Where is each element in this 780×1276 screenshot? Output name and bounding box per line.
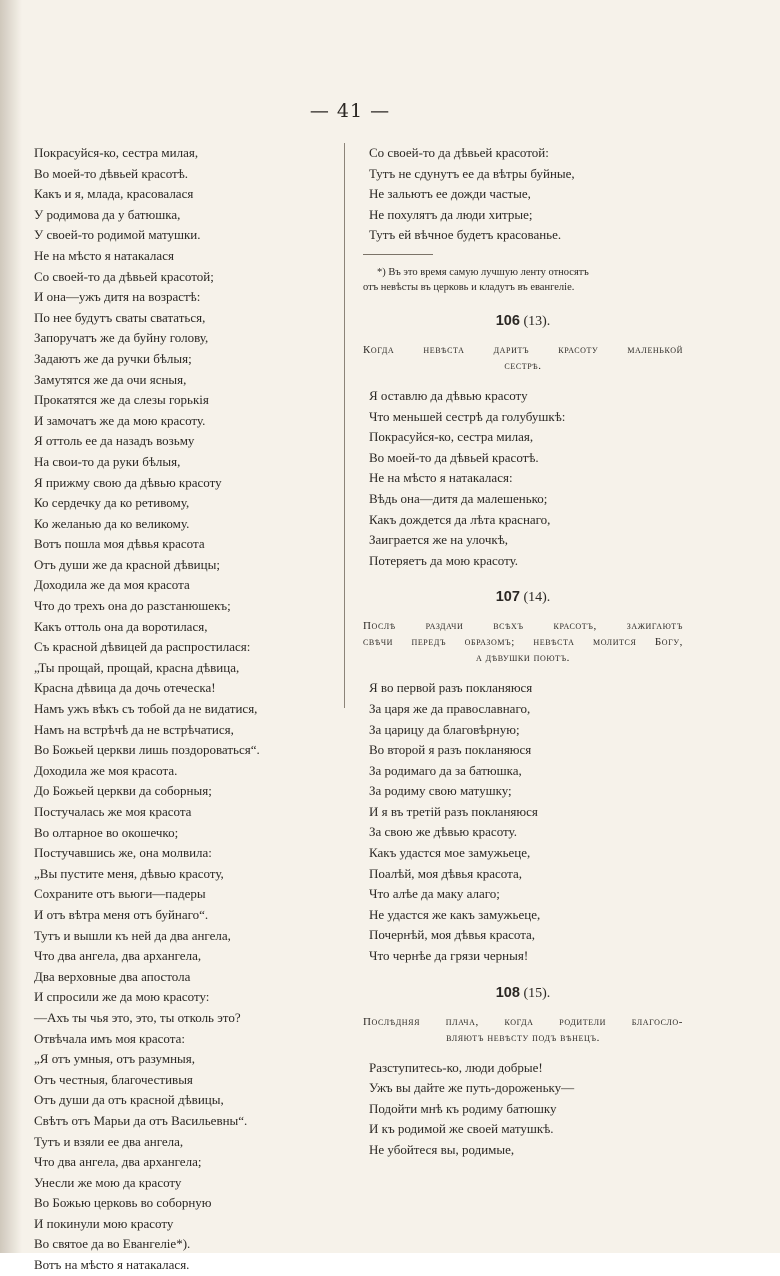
verse-line: И она—ужъ дитя на возрастѣ: — [34, 289, 201, 305]
poem-continuation — [363, 143, 683, 246]
verse-line: За родимаго да за батюшка, — [369, 762, 522, 778]
verse-line: Я оставлю да дѣвью красоту — [369, 387, 528, 403]
verse-line: Тутъ и вышли къ ней да два ангела, — [34, 927, 231, 943]
verse-line: Не удастся же какъ замужьеце, — [369, 906, 541, 922]
verse-line: Доходила же да моя красота — [34, 577, 190, 593]
verse-line: Во Божью церковь во соборную — [34, 1195, 212, 1211]
verse-line: Не зальютъ ее дожди частые, — [369, 186, 531, 202]
column-divider — [344, 143, 345, 708]
verse-line: Со своей-то да дѣвьей красотой; — [34, 268, 214, 284]
song-heading-line: Послѣдняя плача, когда родители благосло- — [363, 1015, 683, 1028]
verse-line: Съ красной дѣвицей да распростилася: — [34, 639, 251, 655]
song-heading-line: вляютъ невѣсту подъ вѣнецъ. — [446, 1031, 600, 1044]
verse-line: Не на мѣсто я натакалася: — [369, 470, 513, 486]
song-number-sub: (15). — [523, 985, 551, 1001]
verse-line: За свою же дѣвью красоту. — [369, 824, 517, 840]
verse-line: Намъ ужъ вѣкъ съ тобой да не видатися, — [34, 701, 258, 717]
verse-line: Не на мѣсто я натакалася — [34, 247, 174, 263]
verse-line: Во моей-то да дѣвьей красотѣ. — [369, 449, 539, 465]
verse-line: Во святое да во Евангеліе*). — [34, 1236, 191, 1252]
verse-line: Покрасуйся-ко, сестра милая, — [369, 429, 534, 445]
verse-line: Тутъ не сдунутъ ее да вѣтры буйные, — [369, 165, 575, 181]
verse-line: До Божьей церкви да соборныя; — [34, 783, 212, 799]
song-heading-line: а дѣвушки поютъ. — [475, 652, 571, 665]
verse-line: „Ты прощай, прощай, красна дѣвица, — [34, 659, 240, 675]
verse-line: Почернѣй, моя дѣвья красота, — [369, 927, 536, 943]
song-number-sub: (14). — [523, 590, 551, 606]
verse-line: Какъ и я, млада, красовалася — [34, 186, 194, 202]
verse-line: Ко сердечку да ко ретивому, — [34, 495, 190, 511]
verse-line: И къ родимой же своей матушкѣ. — [369, 1121, 554, 1137]
song-verses — [363, 1058, 683, 1161]
verse-line: Прокатятся же да слезы горькія — [34, 392, 209, 408]
verse-line: У своей-то родимой матушки. — [34, 227, 201, 243]
verse-line: Отвѣчала имъ моя красота: — [34, 1030, 185, 1046]
footnote-line: отъ невѣсты въ церковь и кладутъ въ евангеліе. — [363, 281, 575, 293]
song-number-main: 106 — [495, 312, 520, 329]
verse-line: Тутъ и взяли ее два ангела, — [34, 1133, 184, 1149]
verse-line: Вотъ на мѣсто я натакалася. — [34, 1257, 190, 1273]
verse-line: И отъ вѣтра меня отъ буйнаго“. — [34, 906, 209, 922]
footnote — [363, 265, 683, 295]
verse-line: Что два ангела, два архангела, — [34, 948, 202, 964]
verse-line: И спросили же да мою красоту: — [34, 989, 210, 1005]
song-heading-line: Послѣ раздачи всѣхъ красотъ, зажигаютъ — [363, 620, 683, 633]
verse-line: Намъ на встрѣчѣ да не встрѣчатися, — [34, 721, 234, 737]
verse-line: По нее будутъ сваты свататься, — [34, 309, 206, 325]
right-column — [363, 143, 683, 1161]
verse-line: Я во первой разъ покланяюся — [369, 680, 533, 696]
verse-line: Какъ удастся мое замужьеце, — [369, 845, 531, 861]
song-heading-line: Когда невѣста даритъ красоту маленькой — [363, 343, 683, 356]
songs — [363, 313, 683, 1161]
verse-line: Не убойтеся вы, родимые, — [369, 1142, 515, 1157]
verse-line: Потеряетъ да мою красоту. — [369, 552, 519, 568]
verse-line: Во моей-то дѣвьей красотѣ. — [34, 165, 189, 181]
verse-line: Два верховные два апостола — [34, 968, 191, 984]
song-heading — [363, 1014, 683, 1046]
verse-line: Какъ оттоль она да воротилася, — [34, 618, 208, 634]
verse-line: Покрасуйся-ко, сестра милая, — [34, 145, 199, 160]
song-verses — [363, 386, 683, 571]
verse-line: Запоручатъ же да буйну голову, — [34, 330, 209, 346]
verse-line: Разступитесь-ко, люди добрые! — [369, 1059, 543, 1075]
verse-line: Красна дѣвица да дочь отеческа! — [34, 680, 216, 696]
song-number — [363, 589, 683, 606]
verse-line: Свѣтъ отъ Марьи да отъ Васильевны“. — [34, 1112, 248, 1128]
verse-line: На свои-то да руки бѣлыя, — [34, 453, 181, 469]
song-number-main: 108 — [495, 984, 520, 1001]
verse-line: Что до трехъ она до разстанюшекъ; — [34, 598, 231, 614]
verse-line: Отъ честныя, благочестивыя — [34, 1071, 193, 1087]
verse-line: Отъ души же да красной дѣвицы; — [34, 556, 220, 572]
verse-line: Замутятся же да очи ясныя, — [34, 371, 187, 387]
verse-line: Тутъ ей вѣчное будетъ красованье. — [369, 227, 562, 243]
song-number-sub: (13). — [523, 313, 551, 329]
left-column — [34, 143, 339, 1276]
verse-line: Ко желанью да ко великому. — [34, 515, 190, 531]
verse-line: Вѣдь она—дитя да малешенько; — [369, 490, 548, 506]
verse-line: За царя же да православнаго, — [369, 700, 531, 716]
verse-line: Заиграется же на улочкѣ, — [369, 532, 509, 548]
page-number: — 41 — — [309, 100, 391, 122]
verse-line: И замочатъ же да мою красоту. — [34, 412, 206, 428]
verse-line: Сохраните отъ вьюги—падеры — [34, 886, 206, 902]
verse-line: Я прижму свою да дѣвью красоту — [34, 474, 222, 490]
song-heading-line: сестрѣ. — [504, 359, 542, 372]
verse-line: Задаютъ же да ручки бѣлыя; — [34, 350, 192, 366]
verse-line: Отъ души да отъ красной дѣвицы, — [34, 1092, 224, 1108]
verse-line: —Ахъ ты чья это, это, ты отколь это? — [34, 1009, 241, 1025]
verse-line: Доходила же моя красота. — [34, 762, 178, 778]
verse-line: И я въ третій разъ покланяюся — [369, 803, 538, 819]
verse-line: Унесли же мою да красоту — [34, 1174, 182, 1190]
song-heading — [363, 342, 683, 374]
verse-line: Поалѣй, моя дѣвья красота, — [369, 865, 522, 881]
verse-line: Подойти мнѣ къ родиму батюшку — [369, 1100, 557, 1116]
verse-line: Во Божьей церкви лишь поздороваться“. — [34, 742, 260, 758]
song-number-main: 107 — [495, 589, 520, 606]
verse-line: Я оттоль ее да назадъ возьму — [34, 433, 195, 449]
verse-line: За родиму свою матушку; — [369, 783, 512, 799]
verse-line: Во второй я разъ покланяюся — [369, 742, 532, 758]
verse-line: У родимова да у батюшка, — [34, 206, 181, 222]
verse-line: И покинули мою красоту — [34, 1215, 174, 1231]
song-verses — [363, 678, 683, 966]
verse-line: Что алѣе да маку алаго; — [369, 886, 500, 902]
song-number — [363, 313, 683, 330]
song-heading — [363, 618, 683, 666]
verse-line: „Вы пустите меня, дѣвью красоту, — [34, 865, 224, 881]
verse-line: Постучавшись же, она молвила: — [34, 845, 212, 861]
verse-line: За царицу да благовѣрную; — [369, 721, 520, 737]
verse-line: Что меньшей сестрѣ да голубушкѣ: — [369, 408, 566, 424]
verse-line: Постучалась же моя красота — [34, 804, 192, 819]
verse-line: Ужъ вы дайте же путь-дороженьку— — [369, 1080, 575, 1096]
verse-line: Какъ дождется да лѣта краснаго, — [369, 511, 551, 527]
song-number — [363, 985, 683, 1002]
verse-line: Что два ангела, два архангела; — [34, 1154, 202, 1170]
verse-line: „Я отъ умныя, отъ разумныя, — [34, 1051, 195, 1067]
footnote-line: *) Въ это время самую лучшую ленту относятъ — [377, 266, 589, 278]
footnote-rule — [363, 254, 433, 255]
verse-line: Что чернѣе да грязи черныя! — [369, 948, 529, 964]
verse-line: Со своей-то да дѣвьей красотой: — [369, 145, 549, 160]
song-heading-line: свѣчи передъ образомъ; невѣста молится Богу, — [363, 636, 683, 649]
verse-line: Вотъ пошла моя дѣвья красота — [34, 536, 205, 552]
verse-line: Не похулятъ да люди хитрые; — [369, 206, 533, 222]
verse-line: Во олтарное во окошечко; — [34, 824, 179, 840]
